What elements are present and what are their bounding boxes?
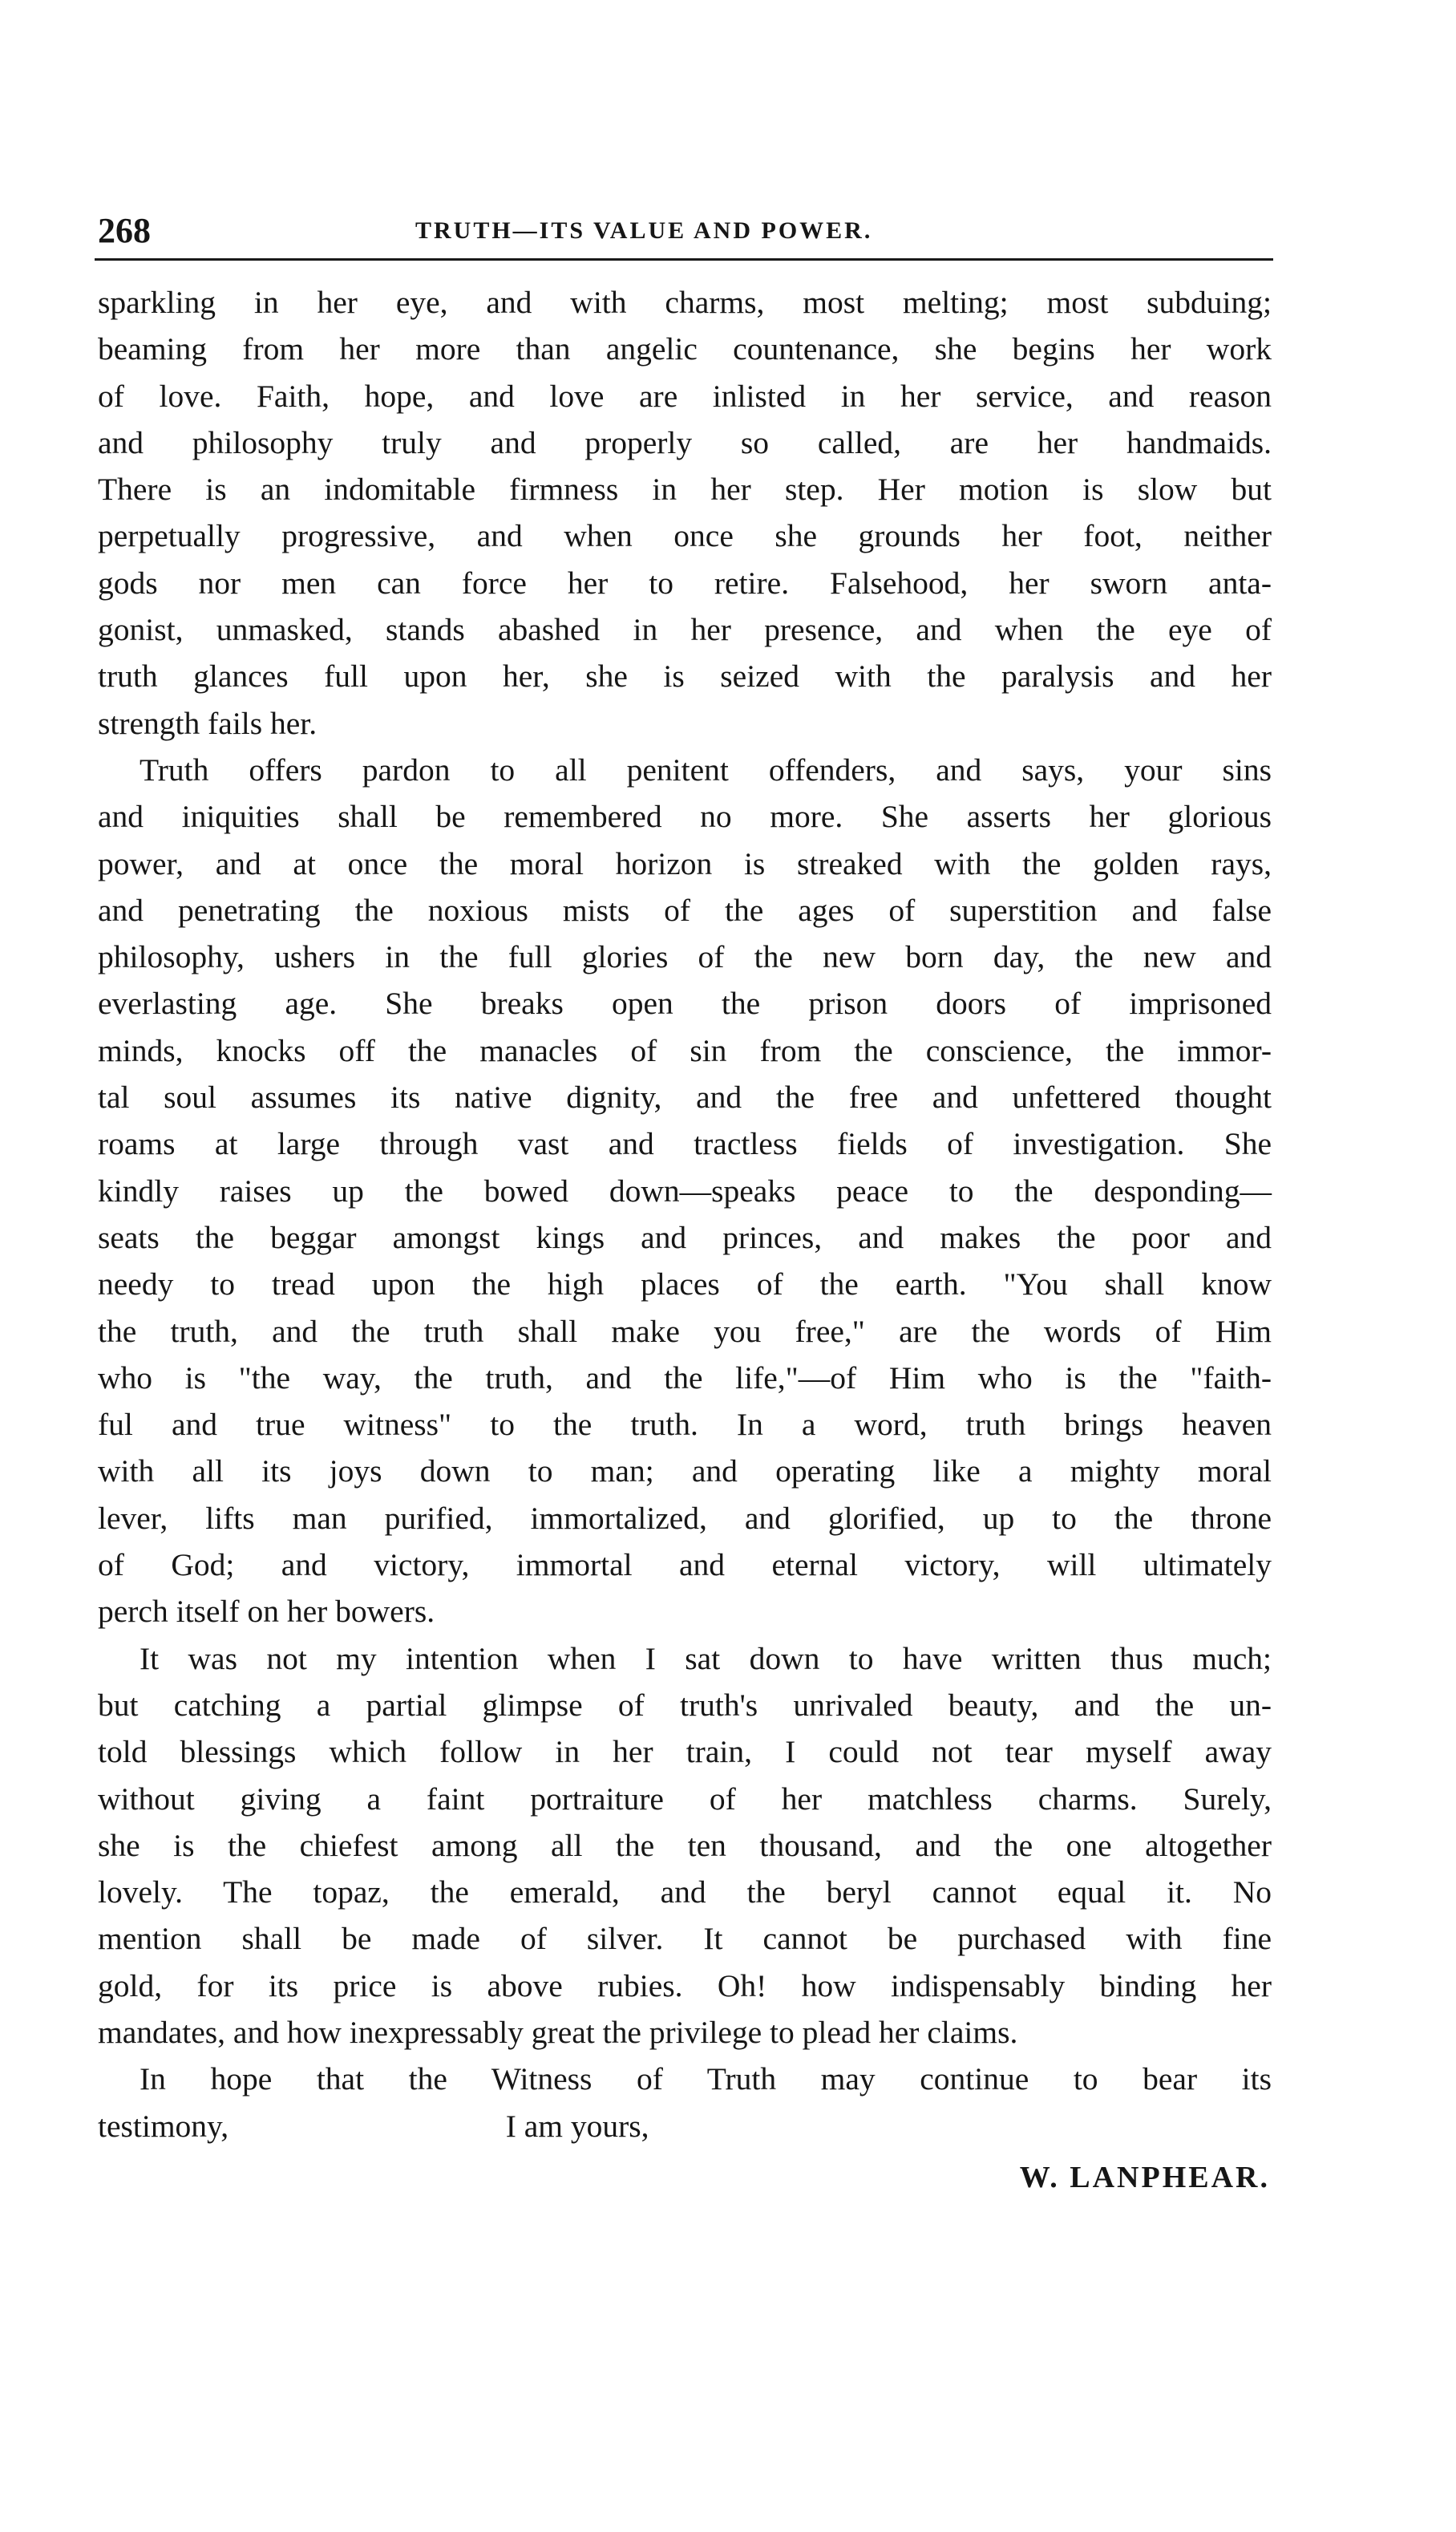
text-line: ful and true witness" to the truth. In a word, truth brings heaven (98, 1407, 1272, 1443)
text-line: lever, lifts man purified, immortalized, and glorified, up to the throne (98, 1500, 1272, 1536)
text-line: perpetually progressive, and when once she grounds her foot, neither (98, 518, 1272, 554)
text-line: gods nor men can force her to retire. Falsehood, her sworn anta- (98, 565, 1272, 601)
text-line: Truth offers pardon to all penitent offenders, and says, your sins (140, 751, 1272, 788)
text-line: lovely. The topaz, the emerald, and the beryl cannot equal it. No (98, 1874, 1272, 1910)
text-line: she is the chiefest among all the ten thousand, and the one altogether (98, 1827, 1272, 1863)
text-line: In hope that the Witness of Truth may continue to bear its (140, 2061, 1272, 2097)
text-line: without giving a faint portraiture of her matchless charms. Surely, (98, 1781, 1272, 1817)
text-line: the truth, and the truth shall make you free," are the words of Him (98, 1313, 1272, 1349)
text-line: There is an indomitable firmness in her step. Her motion is slow but (98, 472, 1272, 508)
text-line: needy to tread upon the high places of the earth. "You shall know (98, 1266, 1272, 1302)
text-line: It was not my intention when I sat down to have written thus much; (140, 1640, 1272, 1676)
text-line: told blessings which follow in her train, I could not tear myself away (98, 1734, 1272, 1770)
text-line: beaming from her more than angelic countenance, she begins her work (98, 331, 1272, 367)
body-text (98, 279, 1272, 2149)
text-line: power, and at once the moral horizon is streaked with the golden rays, (98, 845, 1272, 881)
text-line: with all its joys down to man; and operating like a mighty moral (98, 1453, 1272, 1489)
text-line: everlasting age. She breaks open the prison doors of imprisoned (98, 986, 1272, 1022)
text-line: mention shall be made of silver. It cannot be purchased with fine (98, 1921, 1272, 1957)
author-signature: W. LANPHEAR. (1019, 2161, 1270, 2194)
text-line: truth glances full upon her, she is seized with the paralysis and her (98, 658, 1272, 695)
text-line: but catching a partial glimpse of truth's unrivaled beauty, and the un- (98, 1687, 1272, 1723)
text-line: and philosophy truly and properly so called, are her handmaids. (98, 424, 1272, 460)
text-line: gold, for its price is above rubies. Oh! how indispensably binding her (98, 1967, 1272, 2003)
text-line: kindly raises up the bowed down—speaks peace to the desponding— (98, 1173, 1272, 1209)
text-line: strength fails her. (98, 705, 317, 741)
text-line: of God; and victory, immortal and eternal victory, will ultimately (98, 1547, 1272, 1583)
text-line: of love. Faith, hope, and love are inlisted in her service, and reason (98, 378, 1272, 414)
text-line: gonist, unmasked, stands abashed in her presence, and when the eye of (98, 612, 1272, 648)
text-line: philosophy, ushers in the full glories of the new born day, the new and (98, 939, 1272, 975)
running-head: TRUTH—ITS VALUE AND POWER. (415, 217, 873, 244)
text-line: and penetrating the noxious mists of the ages of superstition and false (98, 892, 1272, 928)
text-line: who is "the way, the truth, and the life,"—of Him who is the "faith- (98, 1359, 1272, 1396)
text-line: seats the beggar amongst kings and princes, and makes the poor and (98, 1219, 1272, 1255)
page-number: 268 (98, 211, 151, 250)
header-rule (95, 258, 1273, 261)
text-line: tal soul assumes its native dignity, and the free and unfettered thought (98, 1080, 1272, 1116)
text-line: mandates, and how inexpressably great the privilege to plead her claims. (98, 2014, 1018, 2050)
text-line: minds, knocks off the manacles of sin from the conscience, the immor- (98, 1032, 1272, 1068)
page-header (95, 210, 1297, 252)
text-line: and iniquities shall be remembered no more. She asserts her glorious (98, 799, 1272, 835)
text-line: perch itself on her bowers. (98, 1594, 435, 1630)
text-line: sparkling in her eye, and with charms, most melting; most subduing; (98, 285, 1272, 320)
text-line: testimony, I am yours, (98, 2108, 649, 2144)
text-line: roams at large through vast and tractless fields of investigation. She (98, 1126, 1272, 1162)
